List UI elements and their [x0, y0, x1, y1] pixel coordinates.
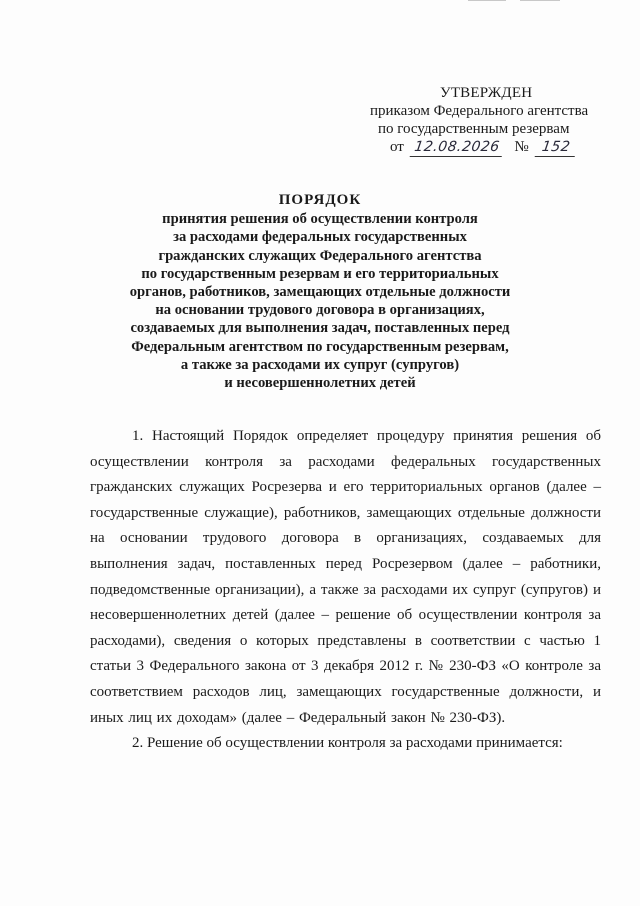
title-line: органов, работников, замещающих отдельные должности: [129, 284, 511, 301]
approval-stamp: [370, 84, 610, 158]
paragraph-2: 2. Решение об осуществлении контроля за расходами принимается:: [132, 735, 563, 752]
document-title: [90, 191, 550, 392]
scan-artifact: [468, 0, 506, 1]
approval-line-2: по государственным резервам: [378, 121, 570, 137]
title-line: принятия решения об осуществлении контроля: [162, 211, 478, 228]
approval-line-1: приказом Федерального агентства: [370, 103, 589, 119]
ot-label: от: [390, 139, 404, 155]
title-line: гражданских служащих Федерального агентства: [158, 247, 482, 264]
title-line: создаваемых для выполнения задач, поставленных перед: [130, 320, 510, 337]
title-line: за расходами федеральных государственных: [173, 229, 467, 246]
title-heading: ПОРЯДОК: [278, 192, 362, 208]
scan-artifact: [520, 0, 560, 1]
title-line: и несовершеннолетних детей: [224, 375, 416, 392]
paragraph-1: 1. Настоящий Порядок определяет процедуру принятия решения об осуществлении контроля за расходами федеральных государственных гражданских служащих Росрезерва и его территориальных органов (далее – государственные служащие), работников, замещающих отдельные должности на основании трудового договора в организациях, создаваемых для выполнения задач, поставленных перед Росрезервом (далее – работники, подведомственные организации), а также за расходами их супруг (супругов) и несовершеннолетних детей (далее – решение об осуществлении контроля за расходами), сведения о которых представлены в соответствии с частью 1 статьи 3 Федерального закона от 3 декабря 2012 г. № 230-ФЗ «О контроле за соответствием расходов лиц, замещающих государственные должности, и иных лиц их доходам» (далее – Федеральный закон № 230-ФЗ).: [90, 428, 601, 726]
title-line: на основании трудового договора в организациях,: [155, 302, 485, 319]
approval-order-line: [370, 138, 610, 158]
approval-title: УТВЕРЖДЕН: [440, 85, 533, 101]
document-body: [90, 424, 601, 757]
number-label: №: [514, 139, 529, 155]
handwritten-number: 152: [535, 138, 578, 157]
handwritten-date: 12.08.2026: [409, 138, 504, 157]
title-line: а также за расходами их супруг (супругов): [180, 356, 460, 373]
title-line: Федеральным агентством по государственным резервам,: [131, 338, 509, 355]
title-line: по государственным резервам и его территориальных: [141, 265, 499, 282]
